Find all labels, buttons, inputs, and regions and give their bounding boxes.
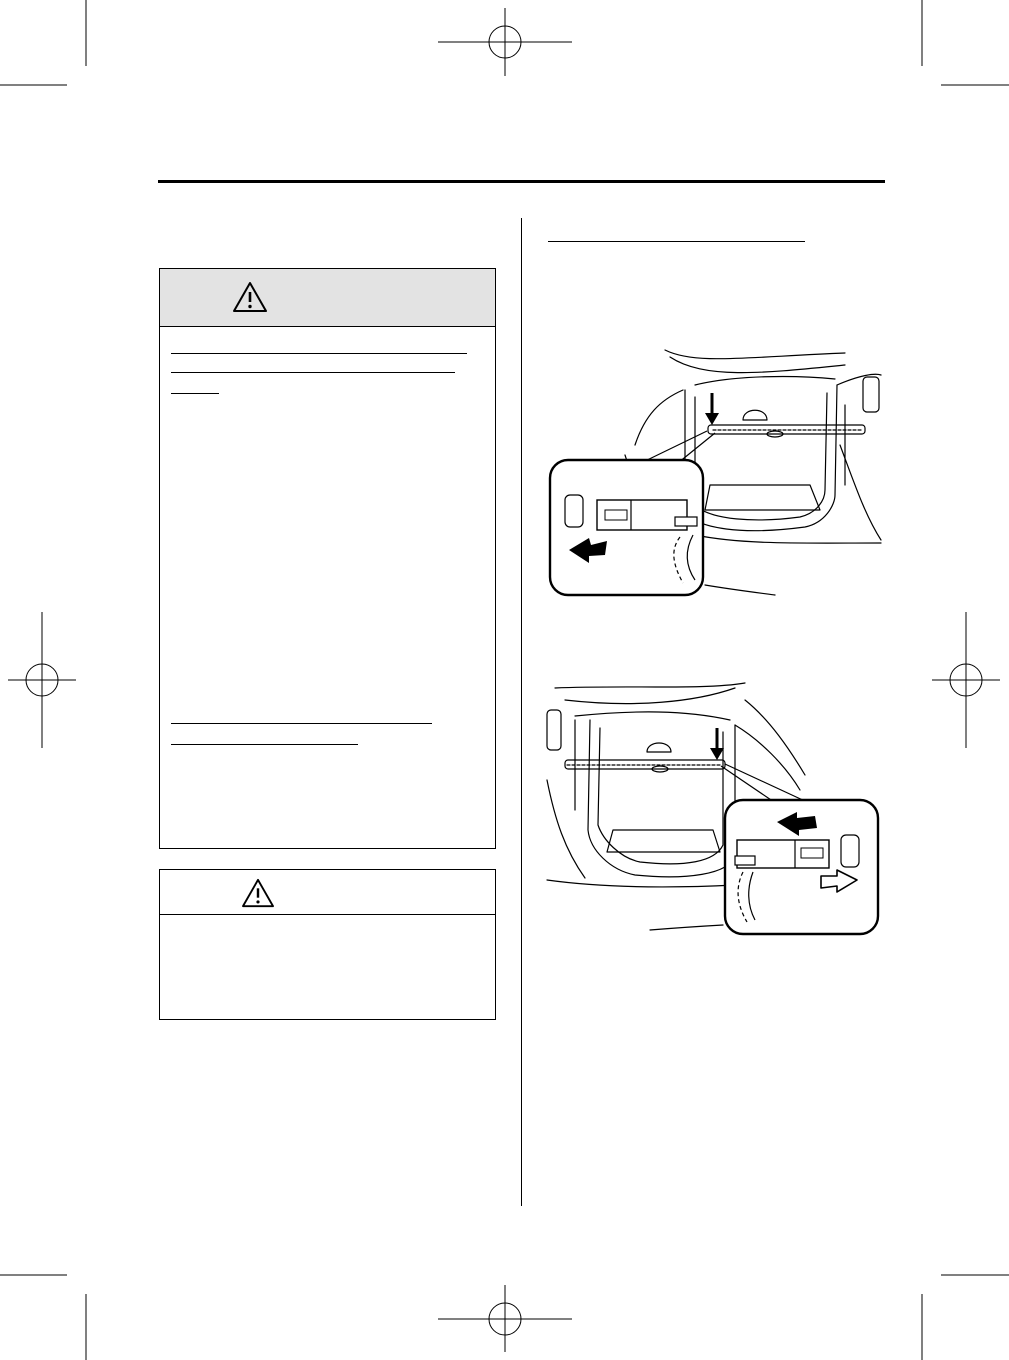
underline-rule [171, 353, 467, 354]
caution-box [159, 869, 496, 1020]
section-heading-rule [548, 241, 805, 242]
caution-box-header [160, 870, 495, 915]
cargo-cover-install-illustration [545, 345, 885, 605]
down-arrow-icon [705, 393, 719, 425]
warning-triangle-icon [241, 878, 275, 908]
magnified-detail [550, 460, 703, 595]
warning-triangle-icon [232, 281, 268, 313]
underline-rule [171, 723, 432, 724]
cargo-cover-remove-illustration [545, 680, 885, 940]
header-rule [158, 180, 885, 183]
underline-rule [171, 393, 219, 394]
warning-box [159, 268, 496, 849]
down-arrow-icon [710, 728, 724, 760]
column-divider [521, 218, 522, 1206]
underline-rule [171, 744, 358, 745]
warning-box-header [160, 269, 495, 327]
underline-rule [171, 372, 455, 373]
